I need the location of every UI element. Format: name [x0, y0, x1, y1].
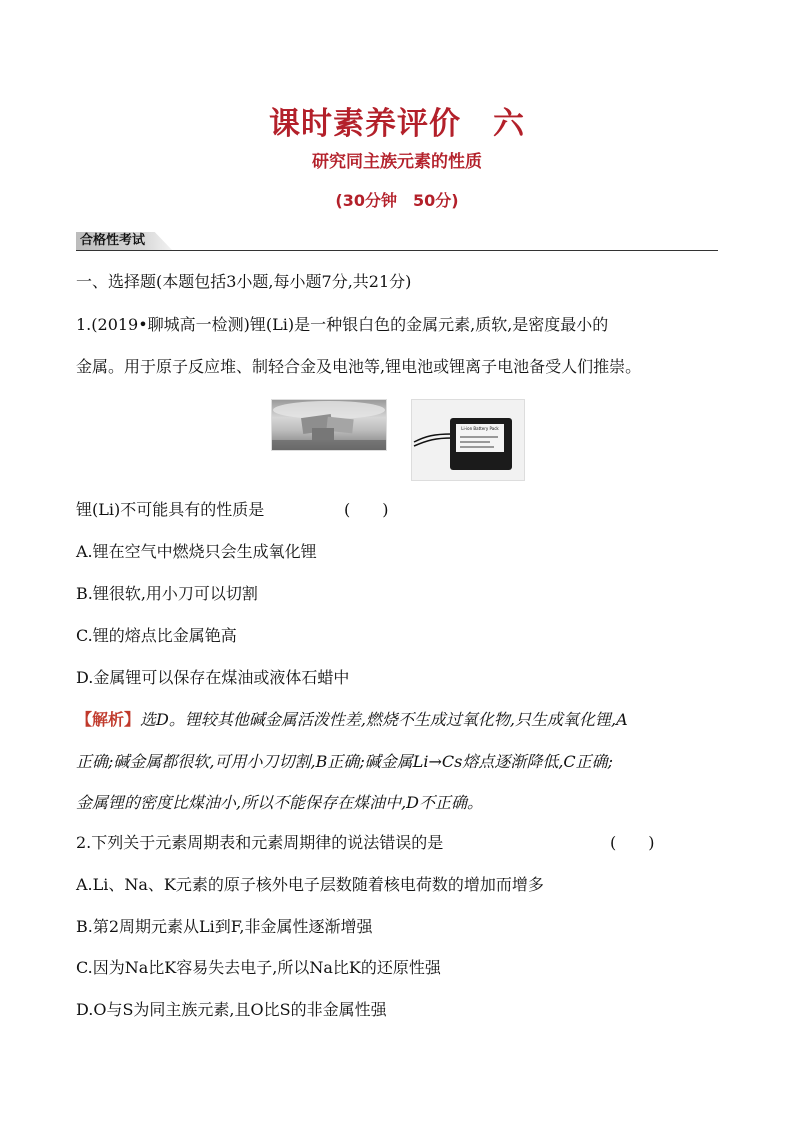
battery-pack-photo	[411, 399, 525, 481]
q2-option-c: C.因为Na比K容易失去电子,所以Na比K的还原性强	[76, 958, 441, 977]
section-divider	[76, 250, 718, 251]
q2-answer-paren: ( )	[610, 833, 655, 852]
battery-label: Li-ion Battery Pack	[461, 426, 499, 431]
q1-answer-paren: ( )	[344, 500, 389, 519]
lithium-in-oil-photo	[271, 399, 387, 451]
q2-option-b: B.第2周期元素从Li到F,非金属性逐渐增强	[76, 917, 373, 936]
q1-analysis-line-2: 正确;碱金属都很软,可用小刀切割,B正确;碱金属Li→Cs熔点逐渐降低,C正确;	[76, 752, 614, 771]
battery-photo-graphic	[412, 400, 524, 480]
lithium-photo-graphic	[272, 400, 386, 450]
section-tag	[76, 232, 172, 250]
q2-option-d: D.O与S为同主族元素,且O比S的非金属性强	[76, 1000, 387, 1019]
q1-analysis-line-1	[76, 708, 628, 732]
q1-option-a: A.锂在空气中燃烧只会生成氧化锂	[76, 542, 317, 561]
q1-analysis-line-3: 金属锂的密度比煤油小,所以不能保存在煤油中,D不正确。	[76, 793, 484, 812]
q2-option-a: A.Li、Na、K元素的原子核外电子层数随着核电荷数的增加而增多	[76, 875, 544, 894]
analysis-text-1: 选D。锂较其他碱金属活泼性差,燃烧不生成过氧化物,只生成氧化锂,A	[140, 710, 628, 729]
q1-option-b: B.锂很软,用小刀可以切割	[76, 584, 258, 603]
q1-stem-line-1: 1.(2019•聊城高一检测)锂(Li)是一种银白色的金属元素,质软,是密度最小的	[76, 315, 609, 334]
page-subtitle: 研究同主族元素的性质	[312, 152, 482, 172]
q1-stem-line-2: 金属。用于原子反应堆、制轻合金及电池等,锂电池或锂离子电池备受人们推崇。	[76, 357, 642, 376]
section-tag-label: 合格性考试	[80, 233, 146, 248]
time-score-info: (30分钟 50分)	[335, 191, 459, 210]
q1-question: 锂(Li)不可能具有的性质是	[76, 500, 265, 519]
q1-option-d: D.金属锂可以保存在煤油或液体石蜡中	[76, 668, 350, 687]
page-title: 课时素养评价 六	[269, 106, 525, 142]
q2-question: 2.下列关于元素周期表和元素周期律的说法错误的是	[76, 833, 444, 852]
q1-option-c: C.锂的熔点比金属铯高	[76, 626, 237, 645]
analysis-tag: 【解析】	[76, 710, 141, 729]
part-heading: 一、选择题(本题包括3小题,每小题7分,共21分)	[76, 272, 412, 291]
